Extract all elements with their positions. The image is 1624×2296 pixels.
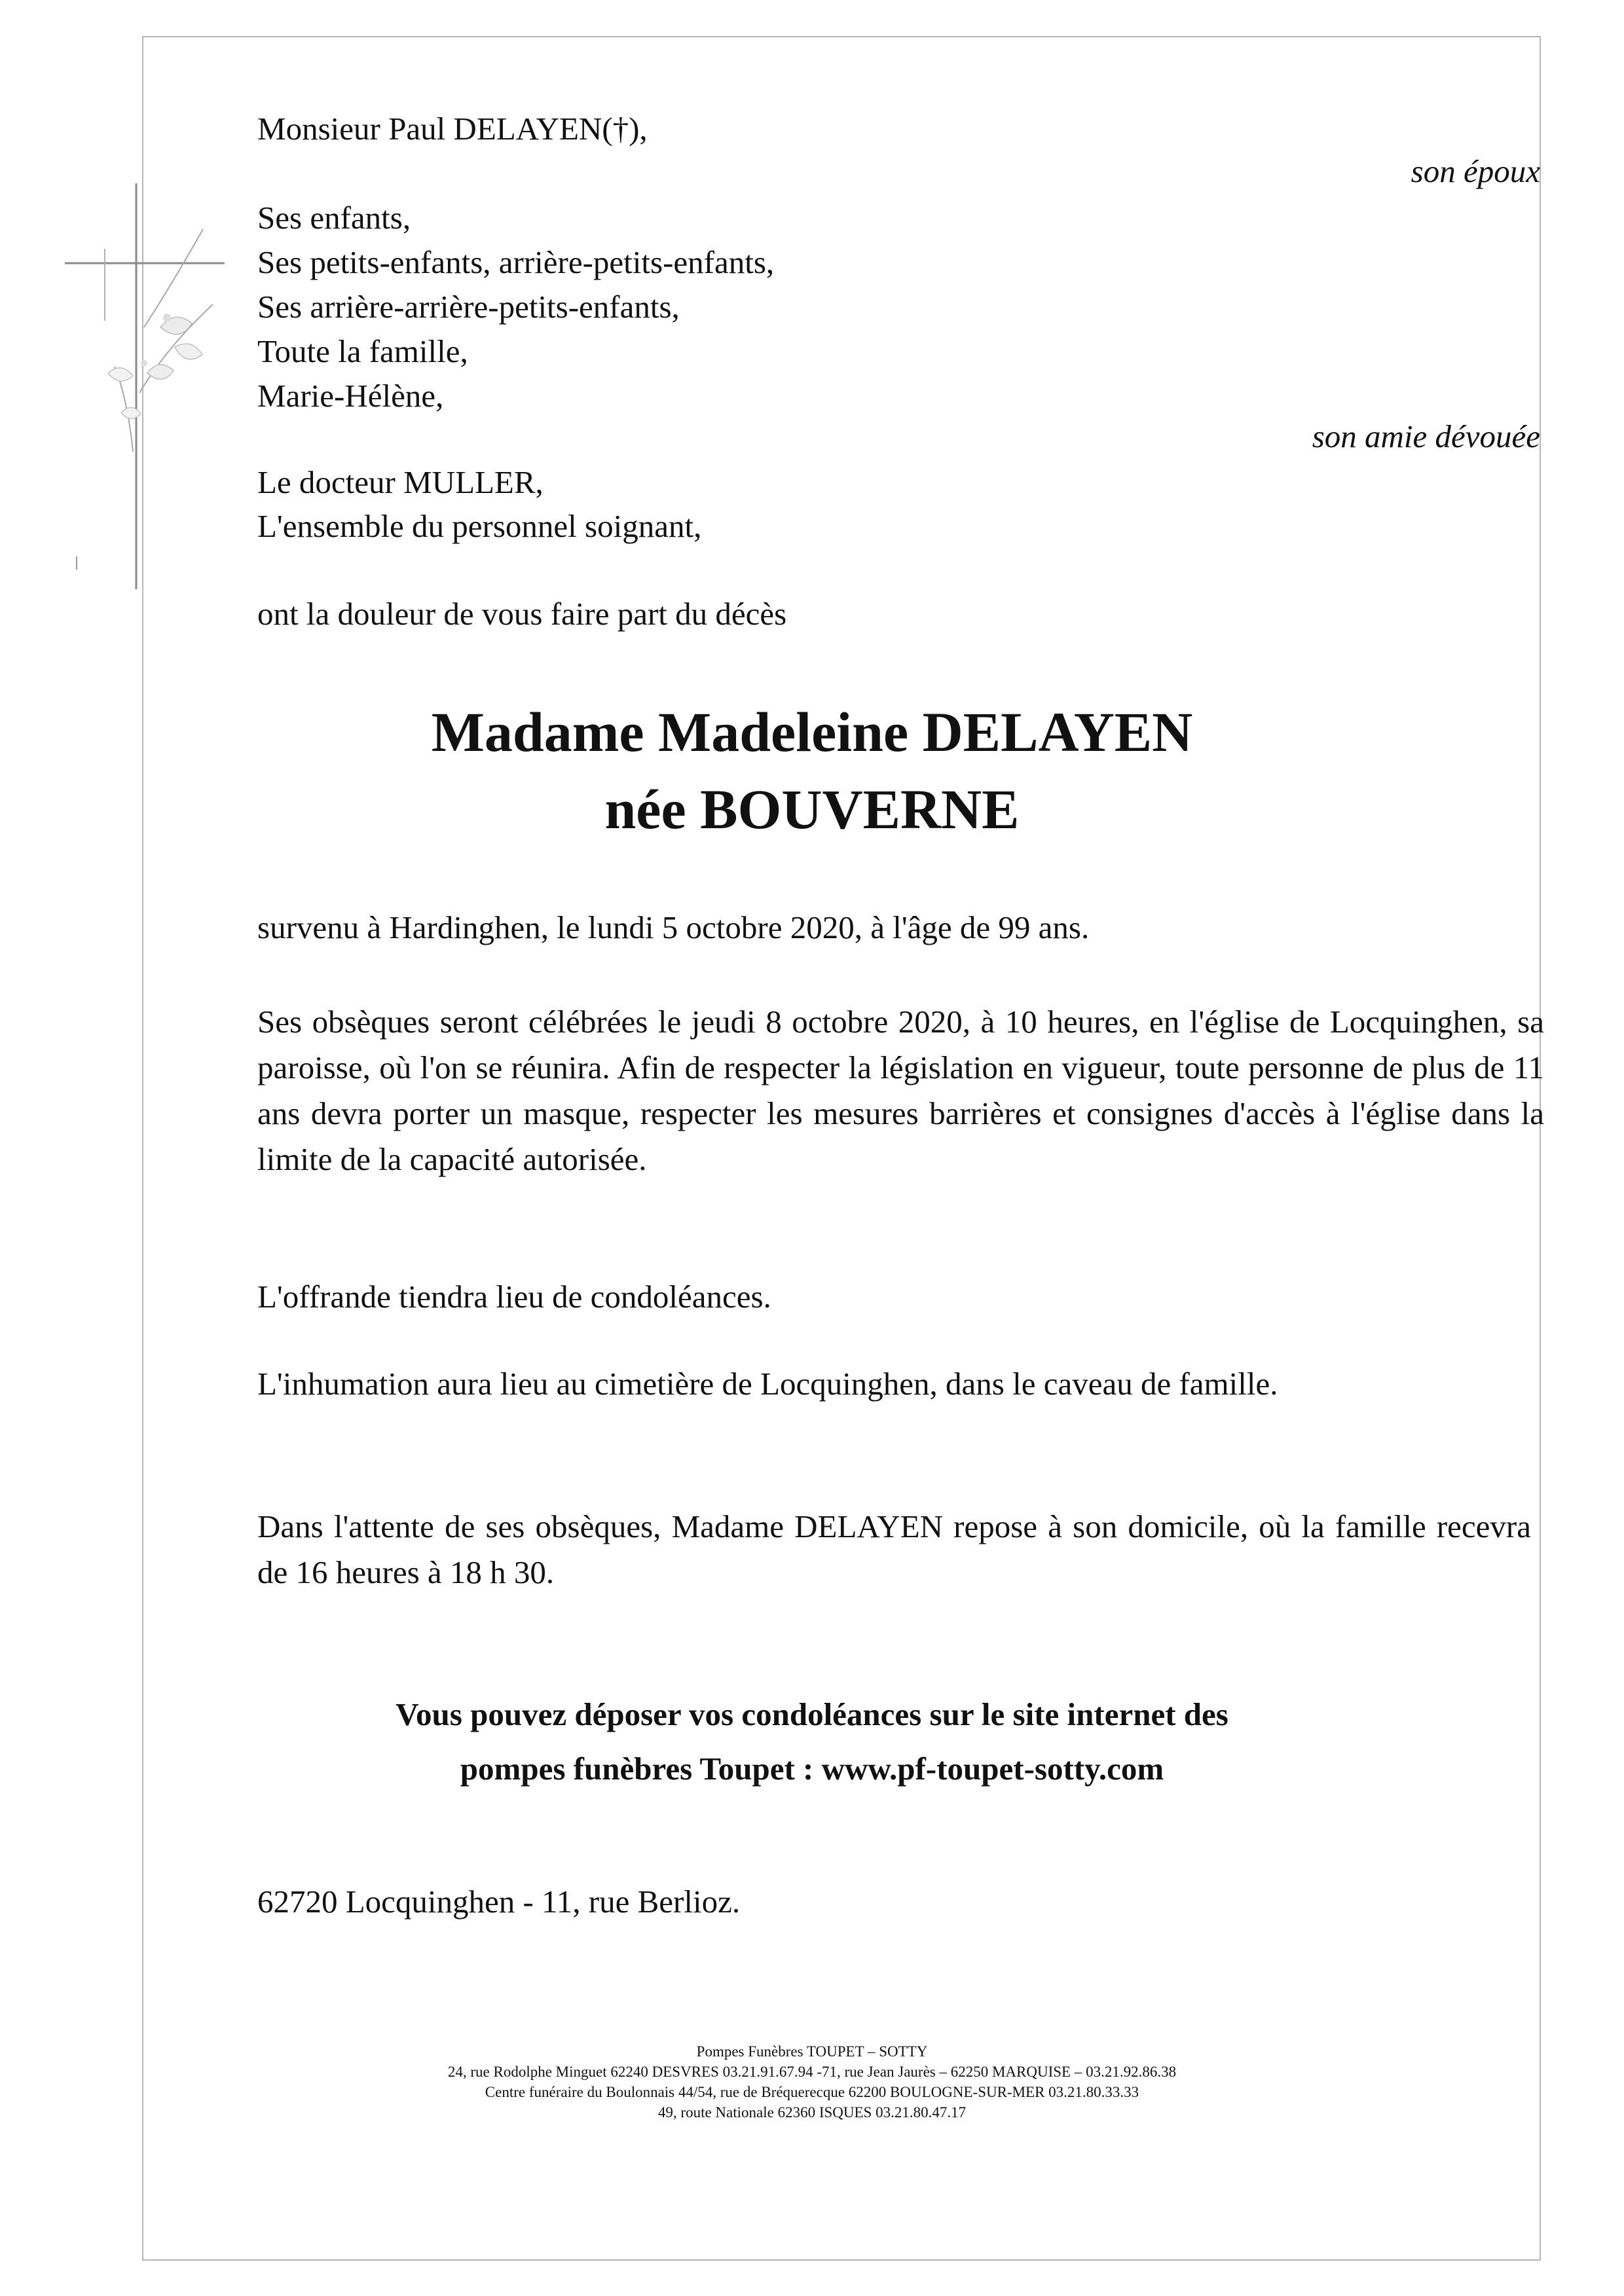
children-line: Ses enfants, [257, 200, 411, 236]
husband-relation: son époux [1411, 153, 1540, 189]
grandchildren-line: Ses petits-enfants, arrière-petits-enfants, [257, 244, 775, 280]
doctor-line: Le docteur MULLER, [257, 464, 544, 500]
cross-with-lily-icon [62, 177, 232, 596]
address-line: 62720 Locquinghen - 11, rue Berlioz. [257, 1884, 741, 1920]
footer-company: Pompes Funèbres TOUPET – SOTTY [696, 2043, 928, 2060]
family-line: Toute la famille, [257, 333, 468, 369]
footer-line-1: 24, rue Rodolphe Minguet 62240 DESVRES 03.21.91.67.94 -71, rue Jean Jaurès – 62250 MARQUISE – 03.21.92.86.38 [447, 2064, 1177, 2080]
burial-line: L'inhumation aura lieu au cimetière de Locquinghen, dans le caveau de famille. [257, 1366, 1278, 1402]
maiden-name: née BOUVERNE [604, 778, 1020, 841]
intro-line: ont la douleur de vous faire part du décès [257, 596, 787, 632]
footer-line-2: Centre funéraire du Boulonnais 44/54, rue de Bréquerecque 62200 BOULOGNE-SUR-MER 03.21.80.33.33 [485, 2084, 1139, 2100]
husband-name: Monsieur Paul DELAYEN(†), [257, 111, 648, 147]
deceased-name: Madame Madeleine DELAYEN [431, 701, 1193, 763]
friend-name: Marie-Hélène, [257, 378, 444, 414]
offering-line: L'offrande tiendra lieu de condoléances. [257, 1279, 771, 1315]
great-great-grandchildren-line: Ses arrière-arrière-petits-enfants, [257, 289, 680, 325]
staff-line: L'ensemble du personnel soignant, [257, 508, 702, 544]
death-notice: survenu à Hardinghen, le lundi 5 octobre 2020, à l'âge de 99 ans. [257, 909, 1090, 945]
footer-line-3: 49, route Nationale 62360 ISQUES 03.21.80.47.17 [657, 2104, 967, 2121]
condolences-message: Vous pouvez déposer vos condoléances sur le site internet des pompes funèbres Toupet : www.pf-toupet-sotty.com [396, 1696, 1228, 1787]
visiting-paragraph: Dans l'attente de ses obsèques, Madame DELAYEN repose à son domicile, où la famille recevra de 16 heures à 18 h 30. [257, 1508, 1531, 1590]
funeral-paragraph: Ses obsèques seront célébrées le jeudi 8 octobre 2020, à 10 heures, en l'église de Locquinghen, sa paroisse, où l'on se réunira. Afin de respecter la législation en vigueur, toute personne de plus de 11 ans devra porter un masque, respecter les mesures barrières et consignes d'accès à l'église dans la limite de la capacité autorisée. [257, 1004, 1544, 1177]
friend-relation: son amie dévouée [1312, 418, 1540, 454]
